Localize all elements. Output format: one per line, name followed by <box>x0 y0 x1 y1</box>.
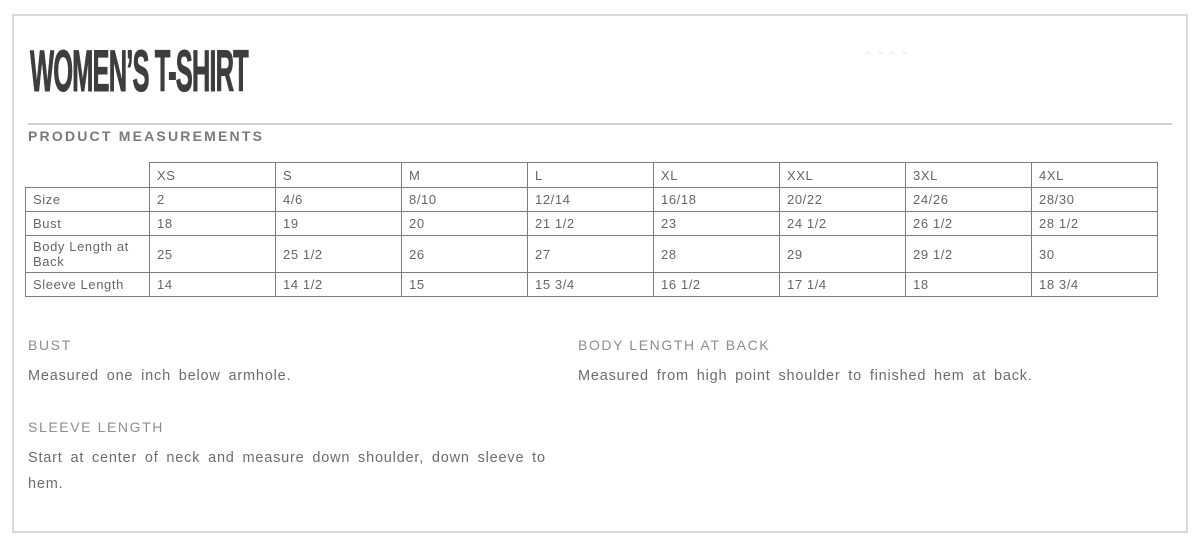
cell: 15 3/4 <box>528 273 654 297</box>
cell: 23 <box>654 212 780 236</box>
cell: 18 <box>906 273 1032 297</box>
cell: 30 <box>1032 236 1158 273</box>
cell: 28 1/2 <box>1032 212 1158 236</box>
page-title: WOMEN’S T-SHIRT <box>30 39 248 104</box>
faint-dots-decoration <box>866 52 907 54</box>
column-header-xxl: XXL <box>780 163 906 188</box>
table-row-size <box>26 188 1158 212</box>
cell: 14 <box>150 273 276 297</box>
table-row-body-length <box>26 236 1158 273</box>
dot <box>890 52 895 54</box>
description-heading: BODY LENGTH AT BACK <box>578 337 771 353</box>
cell: 24 1/2 <box>780 212 906 236</box>
measurement-descriptions <box>28 337 1178 497</box>
cell: 26 1/2 <box>906 212 1032 236</box>
cell: 19 <box>276 212 402 236</box>
description-bust <box>28 337 565 389</box>
table-row-sleeve-length <box>26 273 1158 297</box>
cell: 27 <box>528 236 654 273</box>
cell: 15 <box>402 273 528 297</box>
cell: 20/22 <box>780 188 906 212</box>
dot <box>878 52 883 54</box>
cell: 28/30 <box>1032 188 1158 212</box>
description-heading: BUST <box>28 337 72 353</box>
table-header-row <box>26 163 1158 188</box>
cell: 29 1/2 <box>906 236 1032 273</box>
description-text: Measured one inch below armhole. <box>28 368 292 384</box>
dot <box>902 52 907 54</box>
content-frame <box>12 14 1188 533</box>
row-label: Size <box>26 188 150 212</box>
description-heading: SLEEVE LENGTH <box>28 419 164 435</box>
cell: 24/26 <box>906 188 1032 212</box>
cell: 29 <box>780 236 906 273</box>
measurements-table <box>25 162 1158 297</box>
row-label: Sleeve Length <box>26 273 150 297</box>
description-text: Measured from high point shoulder to finished hem at back. <box>578 368 1033 384</box>
cell: 16/18 <box>654 188 780 212</box>
cell: 18 <box>150 212 276 236</box>
description-body-length <box>578 337 1178 389</box>
cell: 16 1/2 <box>654 273 780 297</box>
cell: 25 1/2 <box>276 236 402 273</box>
cell: 2 <box>150 188 276 212</box>
cell: 12/14 <box>528 188 654 212</box>
cell: 28 <box>654 236 780 273</box>
column-header-4xl: 4XL <box>1032 163 1158 188</box>
section-heading: PRODUCT MEASUREMENTS <box>28 128 265 144</box>
horizontal-divider <box>28 123 1172 125</box>
column-header-3xl: 3XL <box>906 163 1032 188</box>
column-header-xs: XS <box>150 163 276 188</box>
cell: 21 1/2 <box>528 212 654 236</box>
cell: 8/10 <box>402 188 528 212</box>
column-header-xl: XL <box>654 163 780 188</box>
cell: 18 3/4 <box>1032 273 1158 297</box>
description-sleeve-length <box>28 419 565 497</box>
column-header-l: L <box>528 163 654 188</box>
column-header-m: M <box>402 163 528 188</box>
cell: 4/6 <box>276 188 402 212</box>
table-row-bust <box>26 212 1158 236</box>
column-header-s: S <box>276 163 402 188</box>
description-text: Start at center of neck and measure down shoulder, down sleeve to hem. <box>28 450 546 492</box>
cell: 14 1/2 <box>276 273 402 297</box>
cell: 17 1/4 <box>780 273 906 297</box>
dot <box>866 52 871 54</box>
cell: 26 <box>402 236 528 273</box>
row-label: Bust <box>26 212 150 236</box>
corner-cell <box>26 163 150 188</box>
cell: 20 <box>402 212 528 236</box>
cell: 25 <box>150 236 276 273</box>
row-label: Body Length at Back <box>26 236 150 273</box>
